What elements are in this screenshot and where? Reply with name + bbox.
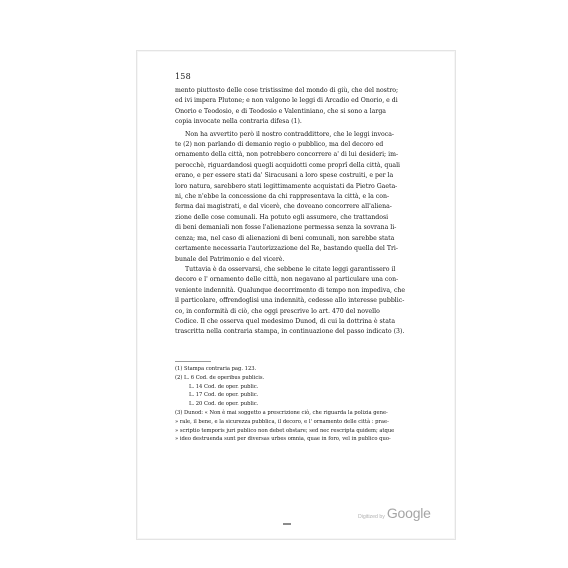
digitized-by-text: Digitized by: [358, 514, 385, 520]
footnote-subline: L. 14 Cod. de oper. public.: [189, 383, 259, 390]
body-line: erano, e per essere stati da' Siracusani a loro spese costruiti, e per la: [175, 172, 394, 180]
body-line: certamente necessaria l'autorizzazione del Re, bastando quella del Tri-: [175, 245, 398, 253]
body-line: ed ivi impera Plutone; e non valgono le leggi di Arcadio ed Onorio, e di: [175, 97, 398, 105]
body-line: te (2) non parlando di demanio regio o pubblico, ma del decoro ed: [175, 141, 384, 149]
footnote: (3) Dunod: « Non è mai soggetto a prescrizione ciò, che riguarda la polizia gene-: [175, 409, 388, 416]
page-number: 158: [175, 72, 191, 81]
body-line: bunale del Patrimonio e del vicerè.: [175, 255, 285, 263]
body-line: ni, che n'ebbe la concessione da chi rappresentava la città, e la con-: [175, 193, 390, 201]
body-line: mento piuttosto delle cose tristissime del mondo di giù, che del nostro;: [175, 87, 399, 94]
body-line: ferma dai magistrati, e dal vicerè, che doveano concorrere all'aliena-: [175, 203, 392, 211]
body-line: co, in conformità di ciò, che oggi prescrive lo art. 470 del novello: [175, 307, 380, 315]
body-line: zione delle cose comunali. Ha potuto egli assumere, che trattandosi: [175, 213, 389, 221]
footnote: (2) L. 6 Cod. de operibus publicis.: [175, 374, 265, 381]
body-line: decoro e l' ornamento delle città, non negavano al particulare una con-: [175, 276, 399, 284]
body-line: il particolare, offrendoglisi una indennità, cedesse allo interesse pubblic-: [175, 297, 405, 305]
google-logo: Google: [386, 505, 431, 521]
body-line: Tuttavia è da osservarsi, che sebbene le citate leggi garantissero il: [185, 265, 396, 273]
body-line: Non ha avvertito però il nostro contraddittore, che le leggi invoca-: [185, 130, 394, 138]
body-line: perocchè, riguardandosi quegli acquidotti come proprî della città, quali: [175, 161, 401, 169]
footnote-rule: [175, 361, 211, 362]
footnote: » scriptio temporis juri publico non debet obstare; sed nec rescripta quidem; atque: [175, 427, 395, 434]
footnote-subline: L. 20 Cod. de oper. public.: [189, 401, 259, 408]
footnote: » ideo destruenda sunt per diversas urbes omnia, quae in foro, vel in publico quo-: [175, 436, 391, 443]
body-line: Onorio e Teodosio, e di Teodosio e Valentiniano, che si sono a larga: [175, 107, 386, 115]
footnote-subline: L. 17 Cod. de oper. public.: [189, 392, 259, 399]
footnote: » rale, il bene, e la sicurezza pubblica, il decoro, e l' ornamento delle città : prae-: [175, 418, 389, 425]
body-text: [175, 86, 409, 338]
body-line: loro natura, sarebbero stati legittimamente acquistati da Pietro Gaeta-: [175, 182, 398, 190]
body-line: trascritta nella contraria stampa, in continuazione del passo indicato (3).: [175, 328, 405, 336]
page-foot-mark: [283, 523, 291, 525]
footnotes: [175, 365, 409, 444]
google-watermark: [358, 505, 431, 521]
body-line: di beni demaniali non fosse l'alienazione permessa senza la sovrana li-: [175, 224, 397, 232]
body-line: veniente indennità. Qualunque decorrimento di tempo non impediva, che: [175, 286, 406, 294]
body-line: cenza; ma, nel caso di alienazioni di beni comunali, non sarebbe stata: [175, 234, 395, 242]
body-line: ornamento della città, non potrebbero concorrere a' di lui desideri; im-: [175, 151, 399, 159]
footnote: (1) Stampa contraria pag. 123.: [175, 366, 257, 372]
body-line: copia invocate nella contraria difesa (1).: [175, 118, 302, 126]
body-line: Codice. Il che osserva quel medesimo Dunod, di cui la dottrina è stata: [175, 317, 396, 325]
